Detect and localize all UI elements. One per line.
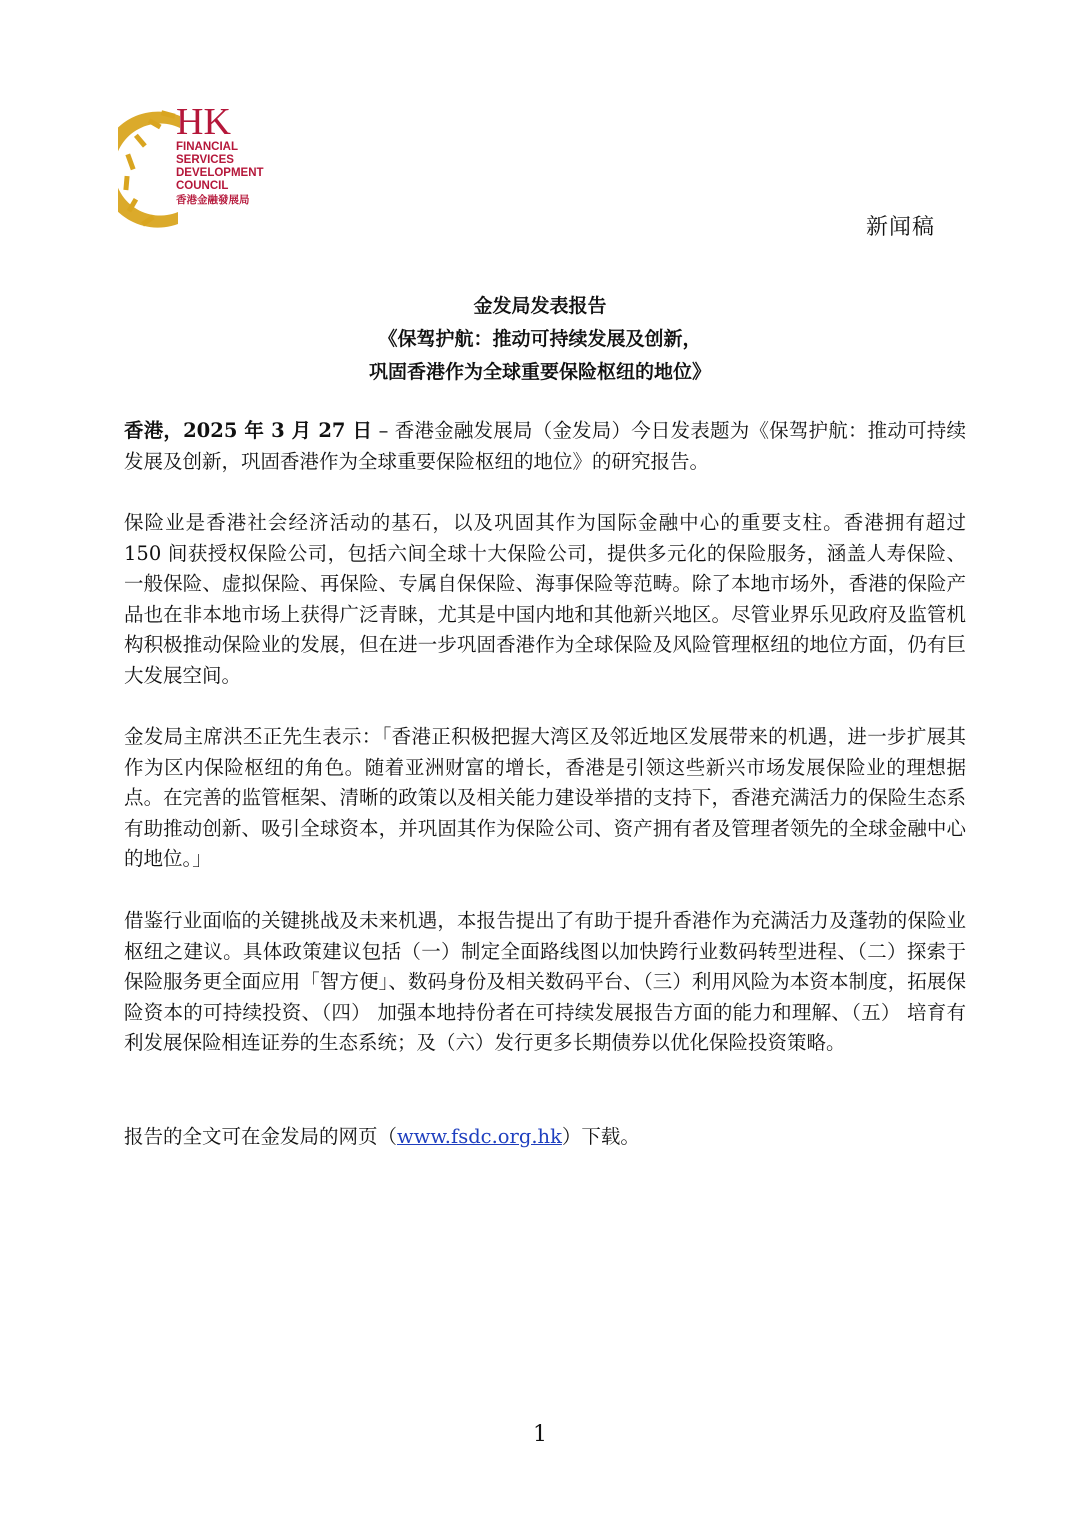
paragraph-recommendations: 借鉴行业面临的关键挑战及未来机遇，本报告提出了有助于提升香港作为充满活力及蓬勃的保险业枢纽之建议。具体政策建议包括（一）制定全面路线图以加快跨行业数码转型进程、（二）探索于保险服务更全面应用「智方便」、数码身份及相关数码平台、（三）利用风险为本资本制度，拓展保险资本的可持续投资、（四） 加强本地持份者在可持续发展报告方面的能力和理解、（五） 培育有利发展保险相连证券的生态系统；及（六）发行更多长期债券以优化保险投资策略。 [124,909,966,1055]
paragraph-dateline [124,416,966,477]
title-line-1: 金发局发表报告 [473,295,607,317]
download-text-before: 报告的全文可在金发局的网页（ [124,1125,398,1148]
title-line-3: 巩固香港作为全球重要保险枢纽的地位》 [368,361,711,383]
paragraph-industry-overview: 保险业是香港社会经济活动的基石，以及巩固其作为国际金融中心的重要支柱。香港拥有超过 150 间获授权保险公司，包括六间全球十大保险公司，提供多元化的保险服务，涵盖人寿保险、一般保险、虚拟保险、再保险、专属自保保险、海事保险等范畴。除了本地市场外，香港的保险产品也在非本地市场上获得广泛青睐，尤其是中国内地和其他新兴地区。尽管业界乐见政府及监管机构积极推动保险业的发展，但在进一步巩固香港作为全球保险及风险管理枢纽的地位方面，仍有巨大发展空间。 [124,511,966,687]
logo-chinese: 香港金融發展局 [176,194,250,206]
logo-line4: COUNCIL [176,180,229,192]
logo-line1: FINANCIAL [176,141,238,153]
dateline-text: – 香港金融发展局（金发局）今日发表题为《保驾护航：推动可持续发展及创新，巩固香港作为全球重要保险枢纽的地位》的研究报告。 [124,419,966,473]
fsdc-website-link[interactable]: www.fsdc.org.hk [397,1125,562,1148]
dateline: 香港，2025 年 3 月 27 日 [124,419,373,442]
paragraph-download [124,1122,966,1153]
paragraph-chairman-quote: 金发局主席洪丕正先生表示：「香港正积极把握大湾区及邻近地区发展带来的机遇，进一步扩展其作为区内保险枢纽的角色。随着亚洲财富的增长，香港是引领这些新兴市场发展保险业的理想据点。在完善的监管框架、清晰的政策以及相关能力建设举措的支持下，香港充满活力的保险生态系有助推动创新、吸引全球资本，并巩固其作为保险公司、资产拥有者及管理者领先的全球金融中心的地位。」 [124,725,966,871]
download-text-after: ）下载。 [561,1125,640,1148]
title-line-2: 《保驾护航：推动可持续发展及创新， [378,328,702,350]
fsdc-logo [118,96,288,238]
logo-line3: DEVELOPMENT [176,167,264,179]
logo-hk-text: HK [176,101,231,143]
logo-line2: SERVICES [176,154,234,166]
report-title [0,290,1080,389]
page-number: 1 [533,1422,547,1447]
document-type-label: 新闻稿 [866,215,936,240]
fsdc-logo-graphic [118,96,288,238]
